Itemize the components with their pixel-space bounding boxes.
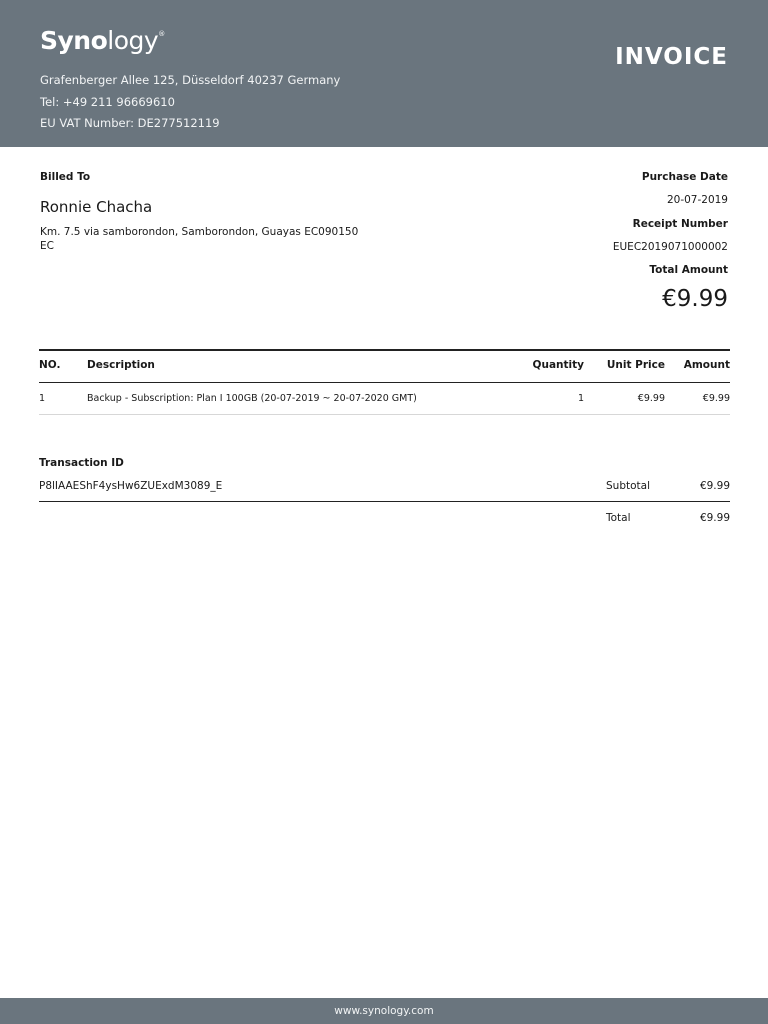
- logo-rest-part: logy: [107, 26, 159, 55]
- company-vat: EU VAT Number: DE277512119: [40, 116, 220, 130]
- purchase-date-label: Purchase Date: [641, 171, 728, 183]
- transaction-id-value: P8lIAAEShF4ysHw6ZUExdM3089_E: [39, 480, 223, 492]
- logo-registered-mark: ®: [158, 30, 165, 38]
- table-top-rule: [39, 349, 730, 351]
- table-row-rule: [39, 414, 730, 415]
- column-header-amount: Amount: [683, 359, 730, 371]
- company-phone: Tel: +49 211 96669610: [40, 95, 175, 109]
- customer-address-line1: Km. 7.5 via samborondon, Samborondon, Guayas EC090150: [40, 226, 359, 238]
- column-header-no: NO.: [39, 359, 61, 371]
- synology-logo: [40, 26, 165, 55]
- transaction-id-label: Transaction ID: [39, 457, 124, 469]
- row-unit-price: €9.99: [637, 393, 665, 404]
- purchase-date-value: 20-07-2019: [666, 194, 728, 206]
- row-description: Backup - Subscription: Plan I 100GB (20-07-2019 ~ 20-07-2020 GMT): [87, 393, 417, 404]
- row-quantity: 1: [577, 393, 584, 404]
- row-no: 1: [39, 393, 46, 404]
- subtotal-value: €9.99: [699, 480, 730, 492]
- invoice-header: [0, 0, 768, 147]
- total-amount-value: €9.99: [662, 286, 728, 312]
- receipt-number-label: Receipt Number: [632, 218, 728, 230]
- summary-rule: [39, 501, 730, 502]
- row-amount: €9.99: [702, 393, 730, 404]
- total-amount-label: Total Amount: [649, 264, 728, 276]
- subtotal-label: Subtotal: [606, 480, 650, 492]
- customer-name: Ronnie Chacha: [40, 198, 153, 216]
- total-label: Total: [606, 512, 631, 524]
- footer-website-link[interactable]: www.synology.com: [334, 1005, 434, 1017]
- billed-to-label: Billed To: [40, 171, 91, 183]
- invoice-footer: [0, 998, 768, 1024]
- logo-bold-part: Syno: [40, 26, 108, 55]
- invoice-title: INVOICE: [615, 44, 728, 70]
- company-address: Grafenberger Allee 125, Düsseldorf 40237 Germany: [40, 73, 341, 87]
- table-header-rule: [39, 382, 730, 383]
- customer-address-line2: EC: [40, 240, 54, 252]
- column-header-unit-price: Unit Price: [606, 359, 665, 371]
- total-value: €9.99: [699, 512, 730, 524]
- receipt-number-value: EUEC2019071000002: [612, 241, 728, 253]
- column-header-quantity: Quantity: [532, 359, 584, 371]
- column-header-description: Description: [87, 359, 155, 371]
